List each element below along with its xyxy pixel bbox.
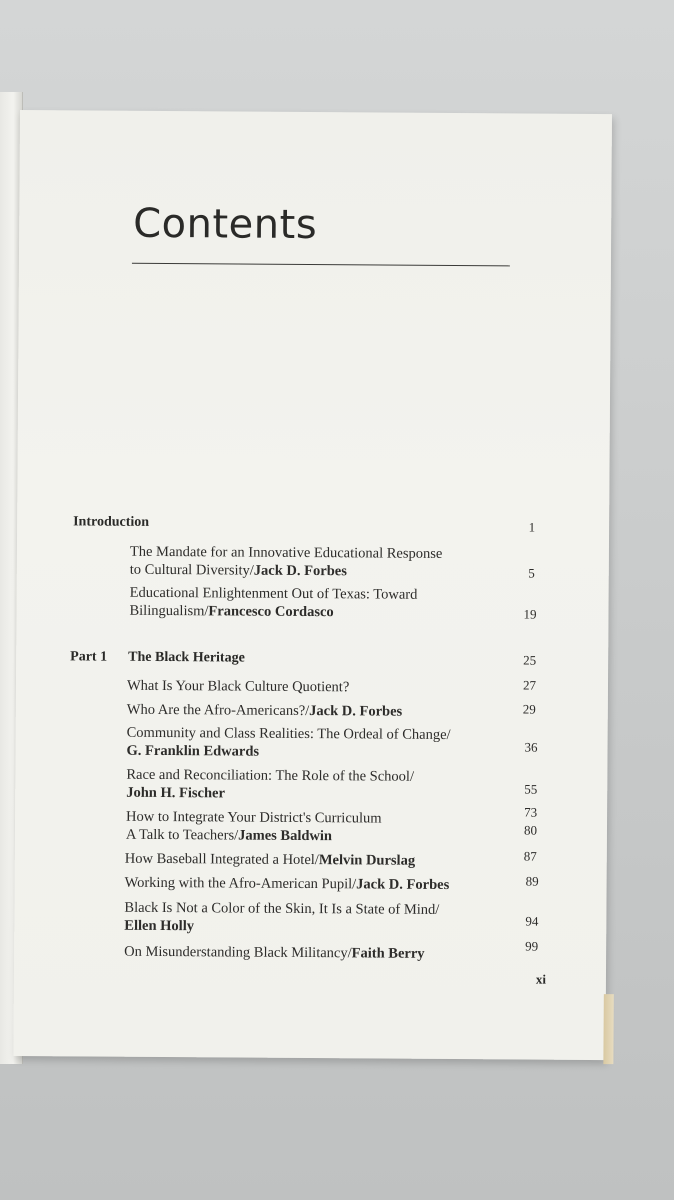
entry-title-line2 [129,602,417,622]
entry-author: Francesco Cordasco [208,603,334,621]
entry-title: Race and Reconciliation: The Role of the School/ [126,766,415,785]
entry-author: Jack D. Forbes [253,562,347,580]
entry-page-number: 99 [525,938,539,954]
table-of-contents [13,110,612,1060]
entry-page-number: 55 [524,781,538,797]
section-introduction-label: Introduction [73,514,150,530]
entry-page-number: 94 [525,913,539,929]
entry-page-number: 73 [524,804,538,820]
entry-title: What Is Your Black Culture Quotient? [126,677,350,696]
toc-entry [124,899,439,937]
page-title: Contents [133,200,318,249]
entry-title-line2 [130,561,443,581]
entry-title: On Misunderstanding Black Militancy/ [124,943,352,962]
toc-entry [124,943,425,963]
toc-entry [126,808,382,828]
part-page-number: 25 [523,652,537,668]
entry-title: Working with the Afro-American Pupil/ [124,874,357,893]
entry-title: Who Are the Afro-Americans?/ [126,701,310,720]
entry-title-line2-text: to Cultural Diversity/ [129,561,254,579]
entry-author: John H. Fischer [126,784,225,802]
toc-entry [127,701,403,721]
toc-entry [126,724,450,762]
toc-entry [130,543,443,581]
toc-entry [126,826,332,845]
toc-entry [125,874,450,894]
entry-author: Melvin Durslag [318,852,416,869]
entry-title: A Talk to Teachers/ [125,826,239,844]
entry-page-number: 87 [523,848,537,864]
toc-entry [127,677,349,697]
part-title: The Black Heritage [128,649,245,666]
entry-author: Jack D. Forbes [309,703,403,720]
entry-author: James Baldwin [238,827,333,845]
entry-page-number: 36 [524,739,538,755]
entry-title-line2-text: Bilingualism/ [129,602,209,620]
entry-page-number: 29 [522,701,536,717]
toc-entry [129,584,417,622]
entry-title-line1: Educational Enlightenment Out of Texas: Toward [129,584,418,603]
entry-page-number: 27 [522,677,537,693]
part-number: Part 1 [70,649,108,665]
entry-author: G. Franklin Edwards [126,742,260,760]
section-introduction-page: 1 [528,519,536,535]
page-folio: xi [535,971,547,987]
toc-entry [126,766,414,804]
entry-title: How Baseball Integrated a Hotel/ [124,850,319,869]
entry-author: Jack D. Forbes [356,876,450,894]
entry-author: Ellen Holly [124,917,195,935]
entry-title-line1: The Mandate for an Innovative Educational Response [129,543,443,562]
entry-title: Black Is Not a Color of the Skin, It Is a State of Mind/ [124,899,440,918]
entry-page-number: 89 [525,873,539,889]
book-page [13,110,612,1060]
entry-title: How to Integrate Your District's Curriculum [126,808,382,827]
entry-author: Faith Berry [351,945,425,962]
entry-page-number: 19 [523,606,537,622]
entry-page-number: 5 [528,565,535,581]
toc-entry [125,850,415,870]
entry-title: Community and Class Realities: The Ordeal of Change/ [126,724,451,744]
entry-page-number: 80 [523,822,538,838]
